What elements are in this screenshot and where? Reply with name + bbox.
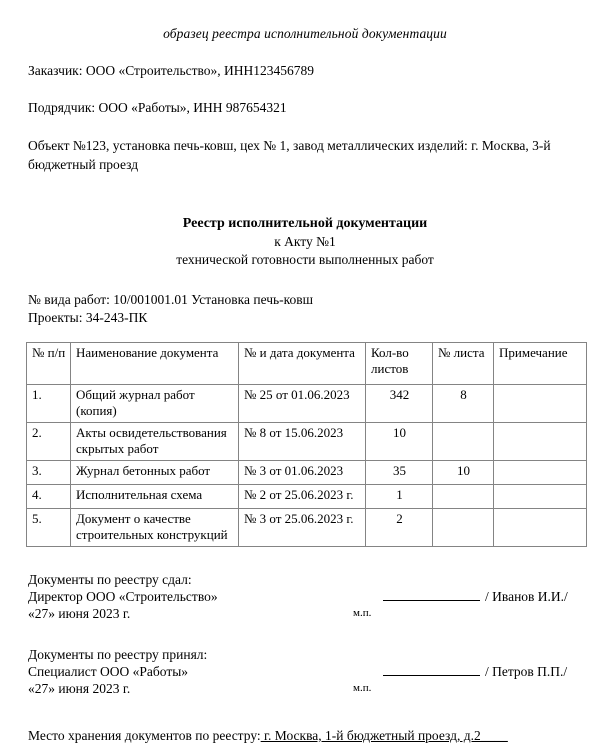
storage-value: г. Москва, 1-й бюджетный проезд, д.2____	[260, 728, 508, 743]
cell-sheet-count: 342	[366, 385, 433, 423]
acceptance-signatory: / Петров П.П./	[485, 664, 568, 679]
header-doc-name: Наименование документа	[71, 343, 239, 385]
acceptance-block	[0, 646, 610, 697]
registry-table-body	[27, 385, 587, 547]
cell-doc-date: № 3 от 01.06.2023	[239, 461, 366, 485]
table-row	[27, 485, 587, 509]
handover-label: Документы по реестру сдал:	[28, 572, 192, 587]
table-row	[27, 385, 587, 423]
object-line: Объект №123, установка печь-ковш, цех № 1, завод металлических изделий: г. Москва, 3-й бюджетный проезд	[28, 138, 551, 172]
cell-note	[494, 385, 587, 423]
customer-line: Заказчик: ООО «Строительство», ИНН123456789	[28, 63, 315, 78]
cell-note	[494, 509, 587, 547]
storage-label: Место хранения документов по реестру:	[28, 728, 261, 743]
title-block	[0, 214, 610, 269]
work-meta-block	[0, 291, 610, 327]
cell-sheet-no	[433, 509, 494, 547]
cell-note	[494, 485, 587, 509]
handover-signature-line	[383, 588, 573, 605]
cell-doc-name: Акты освидетельствования скрытых работ	[71, 423, 239, 461]
registry-table-wrap	[0, 342, 610, 547]
table-header-row	[27, 343, 587, 385]
header-sheet-no: № листа	[433, 343, 494, 385]
cell-doc-name: Документ о качестве строительных конструкций	[71, 509, 239, 547]
header-note: Примечание	[494, 343, 587, 385]
cell-number: 3.	[27, 461, 71, 485]
title-act-line: к Акту №1	[274, 234, 336, 249]
cell-number: 4.	[27, 485, 71, 509]
table-row	[27, 509, 587, 547]
registry-table	[26, 342, 587, 547]
document-caption: образец реестра исполнительной документации	[163, 26, 447, 41]
cell-note	[494, 461, 587, 485]
header-number: № п/п	[27, 343, 71, 385]
table-row	[27, 461, 587, 485]
cell-sheet-no	[433, 423, 494, 461]
acceptance-signature-line	[383, 663, 573, 680]
cell-sheet-count: 2	[366, 509, 433, 547]
cell-sheet-count: 10	[366, 423, 433, 461]
storage-location-line	[0, 727, 610, 745]
contractor-line: Подрядчик: ООО «Работы», ИНН 987654321	[28, 100, 287, 115]
handover-position: Директор ООО «Строительство»	[28, 589, 218, 604]
acceptance-date: «27» июня 2023 г.	[28, 681, 131, 696]
cell-doc-date: № 25 от 01.06.2023	[239, 385, 366, 423]
cell-doc-date: № 3 от 25.06.2023 г.	[239, 509, 366, 547]
cell-sheet-no	[433, 485, 494, 509]
work-type-line: № вида работ: 10/001001.01 Установка печь-ковш	[28, 292, 314, 307]
cell-number: 5.	[27, 509, 71, 547]
cell-sheet-no: 8	[433, 385, 494, 423]
acceptance-position: Специалист ООО «Работы»	[28, 664, 189, 679]
cell-doc-date: № 8 от 15.06.2023	[239, 423, 366, 461]
acceptance-position-row	[28, 663, 610, 680]
cell-doc-date: № 2 от 25.06.2023 г.	[239, 485, 366, 509]
title-readiness-line: технической готовности выполненных работ	[176, 252, 434, 267]
handover-block	[0, 571, 610, 622]
cell-doc-name: Исполнительная схема	[71, 485, 239, 509]
cell-number: 1.	[27, 385, 71, 423]
cell-doc-name: Журнал бетонных работ	[71, 461, 239, 485]
handover-signatory: / Иванов И.И./	[485, 589, 568, 604]
cell-sheet-count: 1	[366, 485, 433, 509]
page-title: Реестр исполнительной документации	[182, 216, 428, 231]
handover-position-row	[28, 588, 610, 605]
cell-doc-name: Общий журнал работ (копия)	[71, 385, 239, 423]
handover-stamp-mark: м.п.	[353, 607, 372, 619]
acceptance-date-row	[28, 680, 610, 697]
table-row	[27, 423, 587, 461]
header-sheet-count: Кол-во листов	[366, 343, 433, 385]
cell-note	[494, 423, 587, 461]
signature-rule	[383, 664, 480, 676]
signature-rule	[383, 589, 480, 601]
cell-number: 2.	[27, 423, 71, 461]
cell-sheet-no: 10	[433, 461, 494, 485]
acceptance-stamp-mark: м.п.	[353, 682, 372, 694]
projects-line: Проекты: 34-243-ПК	[28, 310, 148, 325]
parties-block	[0, 62, 610, 174]
cell-sheet-count: 35	[366, 461, 433, 485]
acceptance-label: Документы по реестру принял:	[28, 647, 208, 662]
handover-date-row	[28, 605, 610, 622]
header-doc-date: № и дата документа	[239, 343, 366, 385]
handover-date: «27» июня 2023 г.	[28, 606, 131, 621]
